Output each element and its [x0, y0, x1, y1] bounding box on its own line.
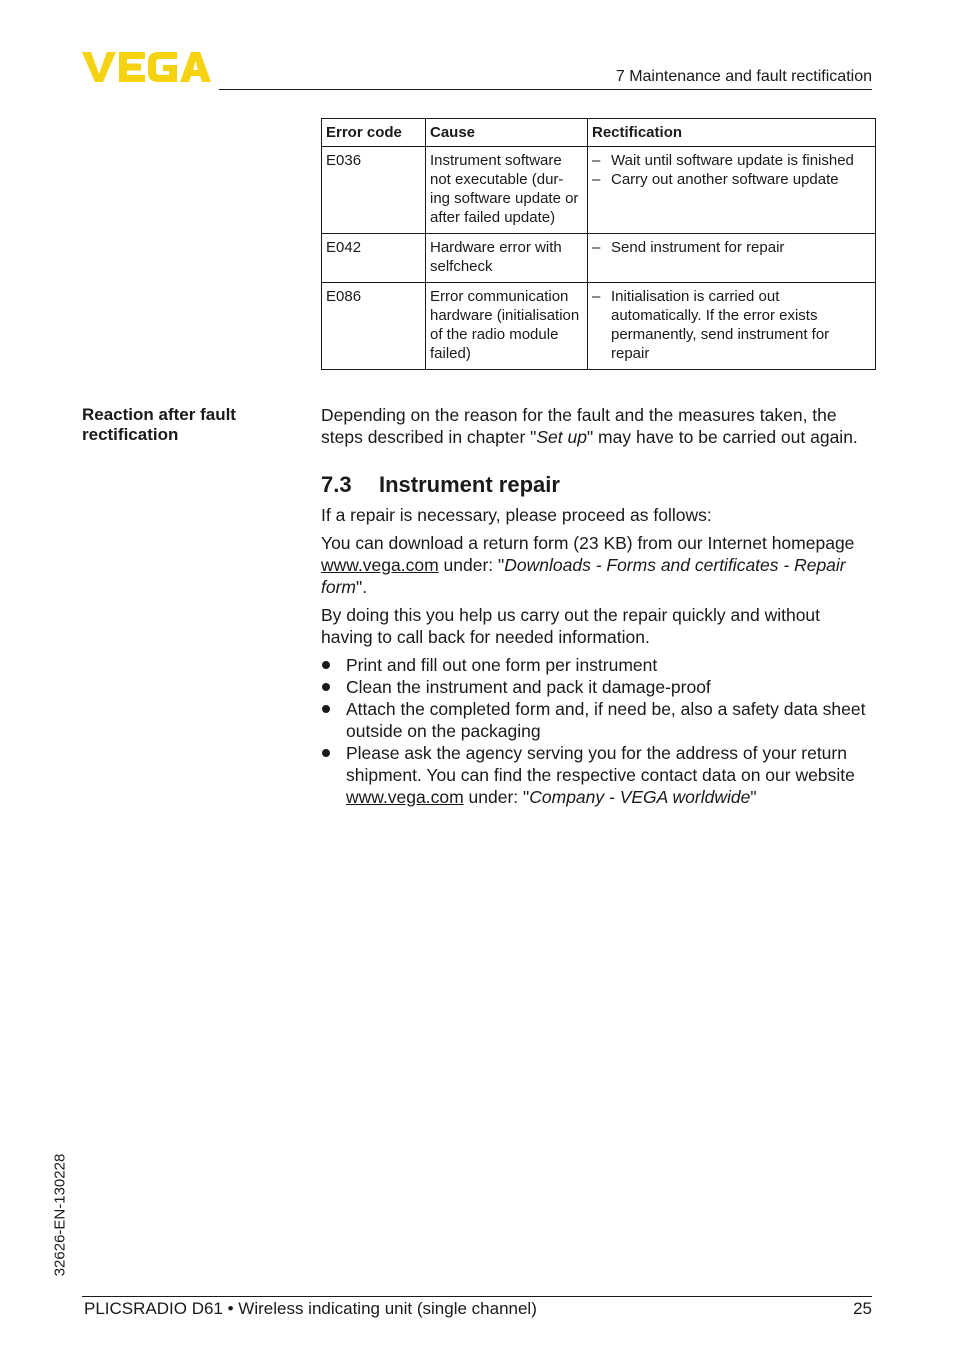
- error-code-cell: E036: [322, 147, 426, 234]
- error-code-cell: E042: [322, 234, 426, 283]
- table-header-row: [322, 119, 876, 147]
- section-heading-title: Instrument repair: [379, 472, 560, 497]
- chapter-reference: Set up: [536, 427, 587, 447]
- repair-intro-paragraph: If a repair is necessary, please proceed as follows:: [321, 505, 712, 525]
- column-header-error-code: Error code: [322, 119, 426, 147]
- side-heading-reaction: Reaction after fault rectification: [82, 405, 236, 444]
- bullet-icon: [322, 661, 330, 669]
- bullet-icon: [322, 683, 330, 691]
- section-number: 7.3: [321, 472, 352, 497]
- column-header-rectification: Rectification: [588, 119, 876, 147]
- table-row: [322, 147, 876, 234]
- rectification-item: – Initialisation is carried out automatically. If the error exists permanently, send instrument for repair: [592, 288, 830, 362]
- page-number: 25: [853, 1299, 872, 1318]
- rectification-item: – Send instrument for repair: [592, 239, 785, 256]
- vega-website-link[interactable]: www.vega.com: [321, 555, 439, 575]
- section-heading-instrument-repair: [321, 472, 560, 498]
- footer-product-title: PLICSRADIO D61 • Wireless indicating unit (single channel): [84, 1299, 537, 1318]
- vega-website-link[interactable]: www.vega.com: [346, 787, 464, 807]
- cause-cell: Hardware error with selfcheck: [426, 234, 588, 283]
- table-row: [322, 234, 876, 283]
- list-item: Clean the instrument and pack it damage-proof: [321, 676, 876, 698]
- contact-path: Company - VEGA worldwide: [529, 787, 751, 807]
- download-path: Downloads - Forms and certificates - Repair form: [321, 555, 846, 597]
- rectification-cell: [588, 147, 876, 234]
- list-item: Print and fill out one form per instrument: [321, 654, 876, 676]
- footer-divider: [82, 1296, 872, 1297]
- header-divider: [219, 89, 872, 90]
- error-code-table: [321, 118, 876, 370]
- rectification-cell: [588, 283, 876, 370]
- download-paragraph: You can download a return form (23 KB) from our Internet homepage www.vega.com under: "Downloads - Forms and certificates - Repair form".: [321, 533, 855, 597]
- vega-logo: [82, 50, 212, 89]
- help-paragraph: By doing this you help us carry out the repair quickly and without having to call back for needed information.: [321, 605, 821, 647]
- list-item: Attach the completed form and, if need be, also a safety data sheet outside on the packaging: [321, 698, 876, 742]
- rectification-item: – Wait until software update is finished: [592, 152, 854, 169]
- column-header-cause: Cause: [426, 119, 588, 147]
- bullet-icon: [322, 749, 330, 757]
- document-id: 32626-EN-130228: [51, 1153, 69, 1277]
- bullet-icon: [322, 705, 330, 713]
- table-row: [322, 283, 876, 370]
- list-item: Please ask the agency serving you for the address of your return shipment. You can find the respective contact data on our website www.vega.com under: "Company - VEGA worldwide": [321, 742, 876, 808]
- reaction-paragraph: Depending on the reason for the fault and the measures taken, the steps described in chapter "Set up" may have to be carried out again.: [321, 405, 858, 447]
- rectification-item: – Carry out another software update: [592, 171, 839, 188]
- cause-cell: Instrument software not executable (dur- ing software update or after failed update): [426, 147, 588, 234]
- error-code-cell: E086: [322, 283, 426, 370]
- rectification-cell: [588, 234, 876, 283]
- section-title: 7 Maintenance and fault rectification: [615, 68, 872, 85]
- cause-cell: Error communication hardware (initialisation of the radio module failed): [426, 283, 588, 370]
- repair-steps-list: [321, 654, 876, 808]
